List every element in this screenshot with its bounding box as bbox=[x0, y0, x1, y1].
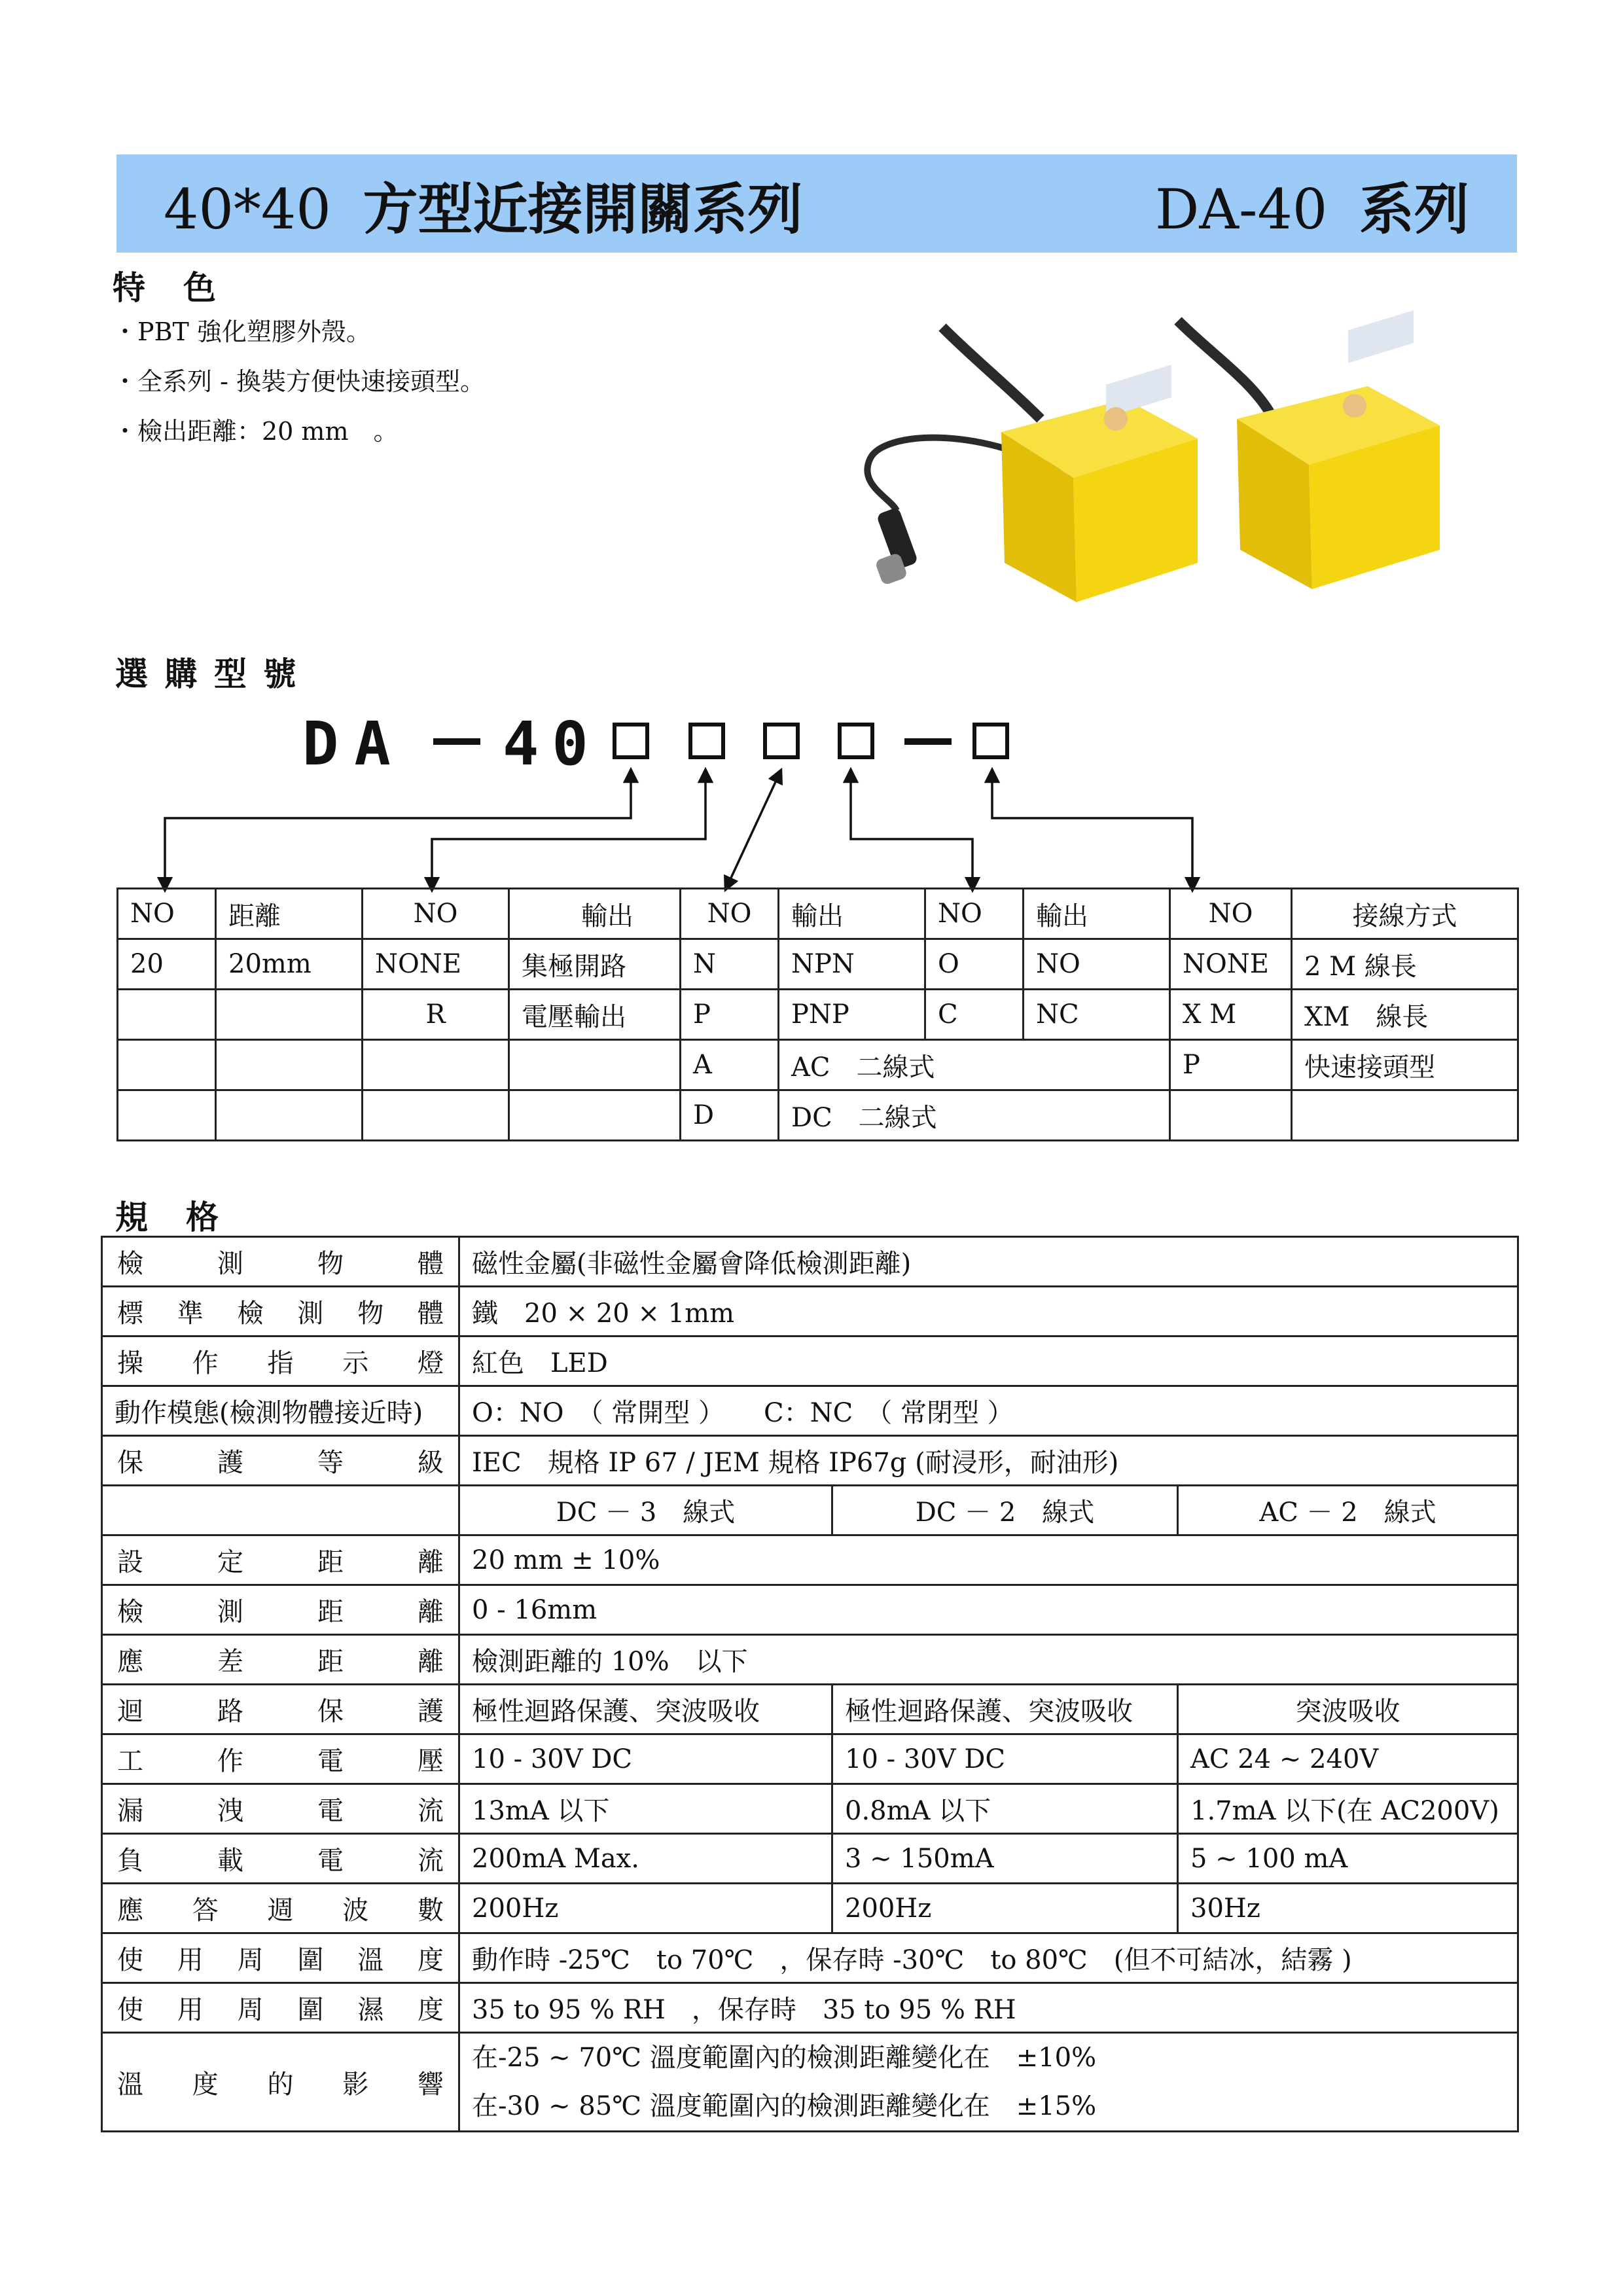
table-row bbox=[102, 1436, 1518, 1486]
table-row bbox=[102, 1834, 1518, 1884]
spec-label: 使用周圍濕度 bbox=[102, 1983, 459, 2033]
spec-value: 10 - 30V DC bbox=[459, 1734, 832, 1784]
table-cell bbox=[509, 1090, 681, 1141]
table-cell: NPN bbox=[779, 939, 925, 990]
table-row bbox=[118, 990, 1518, 1040]
spec-value: 5 ~ 100 mA bbox=[1178, 1834, 1518, 1884]
feature-item-2: ・全系列 - 換裝方便快速接頭型。 bbox=[113, 367, 485, 396]
header-cell: NO bbox=[118, 889, 216, 939]
header-cell: NO bbox=[1170, 889, 1292, 939]
table-cell bbox=[363, 1040, 509, 1090]
table-cell: X M bbox=[1170, 990, 1292, 1040]
table-cell bbox=[509, 1040, 681, 1090]
spec-value: 動作時 -25℃ to 70℃ ，保存時 -30℃ to 80℃ (但不可結冰，結霧 ) bbox=[459, 1933, 1518, 1983]
table-cell: PNP bbox=[779, 990, 925, 1040]
table-cell bbox=[118, 1040, 216, 1090]
spec-value: 10 - 30V DC bbox=[832, 1734, 1178, 1784]
header-cell: 輸出 bbox=[1024, 889, 1170, 939]
table-cell: DC 二線式 bbox=[779, 1090, 1170, 1141]
series-label bbox=[1155, 177, 1469, 242]
table-cell: 2 M 線長 bbox=[1292, 939, 1518, 990]
spec-value: 35 to 95 % RH ，保存時 35 to 95 % RH bbox=[459, 1983, 1518, 2033]
table-cell bbox=[216, 1040, 363, 1090]
table-cell: 集極開路 bbox=[509, 939, 681, 990]
specs-heading: 規 格 bbox=[115, 1198, 221, 1236]
table-cell: 20 bbox=[118, 939, 216, 990]
table-cell: C bbox=[925, 990, 1024, 1040]
table-cell: NC bbox=[1024, 990, 1170, 1040]
spec-label: 溫度的影響 bbox=[102, 2033, 459, 2132]
spec-value: 鐵 20 × 20 × 1mm bbox=[459, 1287, 1518, 1336]
table-cell: A bbox=[681, 1040, 779, 1090]
table-row bbox=[102, 1486, 1518, 1535]
table-cell bbox=[363, 1090, 509, 1141]
spec-value: IEC 規格 IP 67 / JEM 規格 IP67g (耐浸形，耐油形) bbox=[459, 1436, 1518, 1486]
spec-label: 檢測距離 bbox=[102, 1585, 459, 1635]
title-text: 方型近接開關系列 bbox=[363, 177, 803, 242]
model-number: 40 bbox=[503, 709, 601, 779]
table-row bbox=[102, 1535, 1518, 1585]
table-row bbox=[102, 1237, 1518, 1287]
table-row bbox=[118, 939, 1518, 990]
spec-value: 檢測距離的 10% 以下 bbox=[459, 1635, 1518, 1685]
spec-value: 30Hz bbox=[1178, 1884, 1518, 1933]
table-cell bbox=[118, 990, 216, 1040]
spec-value: 200Hz bbox=[459, 1884, 832, 1933]
spec-value: 極性迴路保護、突波吸收 bbox=[459, 1685, 832, 1734]
spec-value: 200Hz bbox=[832, 1884, 1178, 1933]
spec-value: 0 - 16mm bbox=[459, 1585, 1518, 1635]
spec-value: AC 24 ~ 240V bbox=[1178, 1734, 1518, 1784]
title-number: 40*40 bbox=[164, 177, 331, 242]
ordering-header-row bbox=[118, 889, 1518, 939]
table-cell bbox=[1170, 1090, 1292, 1141]
ordering-table bbox=[116, 888, 1519, 1141]
page-title bbox=[164, 177, 803, 242]
header-cell: 輸出 bbox=[779, 889, 925, 939]
table-cell bbox=[1292, 1090, 1518, 1141]
table-cell: NONE bbox=[1170, 939, 1292, 990]
spec-value: 3 ~ 150mA bbox=[832, 1834, 1178, 1884]
spec-label bbox=[102, 1486, 459, 1535]
spec-label: 保護等級 bbox=[102, 1436, 459, 1486]
series-text: 系列 bbox=[1359, 177, 1469, 242]
header-cell: NO bbox=[363, 889, 509, 939]
table-cell: 20mm bbox=[216, 939, 363, 990]
model-dash-1 bbox=[433, 738, 480, 745]
model-box-1 bbox=[613, 723, 649, 759]
table-row bbox=[102, 2033, 1518, 2132]
spec-label: 負載電流 bbox=[102, 1834, 459, 1884]
table-row bbox=[102, 1784, 1518, 1834]
table-row bbox=[102, 1884, 1518, 1933]
model-code bbox=[302, 708, 406, 780]
spec-value: 1.7mA 以下(在 AC200V) bbox=[1178, 1784, 1518, 1834]
type-header: AC － 2 線式 bbox=[1178, 1486, 1518, 1535]
spec-label: 使用周圍溫度 bbox=[102, 1933, 459, 1983]
features-heading: 特 色 bbox=[113, 269, 219, 307]
spec-label: 迴路保護 bbox=[102, 1685, 459, 1734]
type-header: DC － 2 線式 bbox=[832, 1486, 1178, 1535]
spec-value: 磁性金屬(非磁性金屬會降低檢測距離) bbox=[459, 1237, 1518, 1287]
spec-table bbox=[101, 1236, 1519, 2132]
type-header: DC － 3 線式 bbox=[459, 1486, 832, 1535]
table-cell: NO bbox=[1024, 939, 1170, 990]
spec-value: 200mA Max. bbox=[459, 1834, 832, 1884]
spec-value: 紅色 LED bbox=[459, 1336, 1518, 1386]
model-box-4 bbox=[838, 723, 874, 759]
model-prefix: DA bbox=[302, 709, 406, 779]
table-row bbox=[102, 1585, 1518, 1635]
header-cell: 接線方式 bbox=[1292, 889, 1518, 939]
spec-label: 漏洩電流 bbox=[102, 1784, 459, 1834]
table-row bbox=[102, 1635, 1518, 1685]
temp-effect-line-2: 在-30 ~ 85℃ 溫度範圍內的檢測距離變化在 ±15% bbox=[472, 2091, 1097, 2121]
header-cell: NO bbox=[681, 889, 779, 939]
table-row bbox=[118, 1040, 1518, 1090]
table-cell bbox=[216, 1090, 363, 1141]
spec-value: 20 mm ± 10% bbox=[459, 1535, 1518, 1585]
header-cell: NO bbox=[925, 889, 1024, 939]
spec-label: 操作指示燈 bbox=[102, 1336, 459, 1386]
table-cell bbox=[118, 1090, 216, 1141]
feature-item-1: ・PBT 強化塑膠外殼。 bbox=[113, 317, 371, 346]
spec-label: 工作電壓 bbox=[102, 1734, 459, 1784]
header-cell: 輸出 bbox=[509, 889, 681, 939]
product-image bbox=[844, 301, 1472, 641]
table-cell: NONE bbox=[363, 939, 509, 990]
spec-label: 檢測物體 bbox=[102, 1237, 459, 1287]
spec-label: 標準檢測物體 bbox=[102, 1287, 459, 1336]
table-row bbox=[102, 1336, 1518, 1386]
spec-value: 突波吸收 bbox=[1178, 1685, 1518, 1734]
table-cell: 電壓輸出 bbox=[509, 990, 681, 1040]
table-cell: P bbox=[681, 990, 779, 1040]
spec-value: 極性迴路保護、突波吸收 bbox=[832, 1685, 1178, 1734]
table-cell: XM 線長 bbox=[1292, 990, 1518, 1040]
spec-label: 設定距離 bbox=[102, 1535, 459, 1585]
table-row bbox=[102, 1685, 1518, 1734]
model-box-2 bbox=[688, 723, 725, 759]
spec-value: 0.8mA 以下 bbox=[832, 1784, 1178, 1834]
model-dash-2 bbox=[904, 738, 952, 745]
feature-item-3: ・檢出距離：20 mm 。 bbox=[113, 417, 399, 446]
spec-label: 應差距離 bbox=[102, 1635, 459, 1685]
header-cell: 距離 bbox=[216, 889, 363, 939]
table-cell: O bbox=[925, 939, 1024, 990]
table-cell: P bbox=[1170, 1040, 1292, 1090]
table-cell: 快速接頭型 bbox=[1292, 1040, 1518, 1090]
table-row bbox=[102, 1983, 1518, 2033]
table-cell: AC 二線式 bbox=[779, 1040, 1170, 1090]
series-model: DA-40 bbox=[1155, 177, 1328, 242]
spec-value: O：NO （ 常開型 ） C：NC （ 常閉型 ） bbox=[459, 1386, 1518, 1436]
spec-label: 應答週波數 bbox=[102, 1884, 459, 1933]
table-row bbox=[102, 1734, 1518, 1784]
table-row bbox=[102, 1287, 1518, 1336]
ordering-heading: 選 購 型 號 bbox=[115, 655, 299, 693]
table-row bbox=[118, 1090, 1518, 1141]
model-box-5 bbox=[972, 723, 1009, 759]
temp-effect-line-1: 在-25 ~ 70℃ 溫度範圍內的檢測距離變化在 ±10% bbox=[472, 2043, 1097, 2073]
spec-value: 13mA 以下 bbox=[459, 1784, 832, 1834]
table-cell: D bbox=[681, 1090, 779, 1141]
table-cell: N bbox=[681, 939, 779, 990]
model-box-3 bbox=[763, 723, 800, 759]
spec-value bbox=[459, 2033, 1518, 2132]
spec-label: 動作模態(檢測物體接近時) bbox=[102, 1386, 459, 1436]
table-row bbox=[102, 1386, 1518, 1436]
table-cell: R bbox=[363, 990, 509, 1040]
table-cell bbox=[216, 990, 363, 1040]
table-row bbox=[102, 1933, 1518, 1983]
